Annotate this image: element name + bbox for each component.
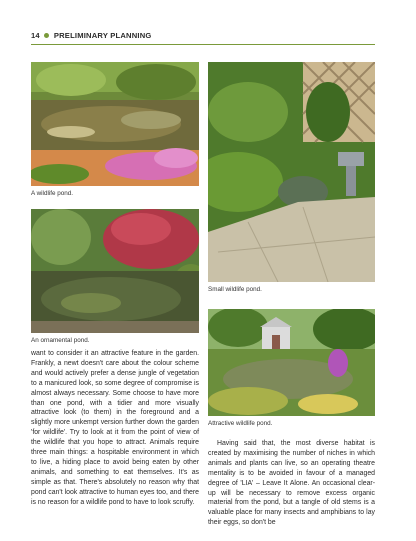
caption-wildlife-pond: A wildlife pond. (31, 190, 74, 197)
photo-ornamental-pond (31, 209, 199, 333)
header-rule (31, 44, 375, 45)
caption-small-wildlife-pond: Small wildlife pond. (208, 286, 262, 293)
page-number: 14 (31, 31, 40, 40)
section-title: PRELIMINARY PLANNING (53, 31, 152, 40)
body-text-left: want to consider it an attractive feature in the garden. Frankly, a newt doesn't care about the colour scheme and would actively prefer a dense jungle of vegetation to a manicured look, so some degree of compromise is almost always necessary. Some choose to have more than one pond, with a tidier and more visually attractive look (to them) in the foreground and a slightly more unkempt version further down the garden 'for wildlife'. Try to look at it from the point of view of the wildlife that you hope to attract. Animals require three main things: a hospitable environment in which to live, a hiding place to avoid being eaten by other animals, and something to eat themselves. It's as simple as that. There's absolutely no reason why that pond can't look attractive to human eyes too, and there is no reason for a wildlife pond to have to look scruffy. (31, 350, 199, 506)
caption-attractive-wildlife-pond: Attractive wildlife pond. (208, 420, 273, 427)
bullet-dot-icon (44, 33, 49, 38)
photo-small-wildlife-pond (208, 62, 375, 282)
running-header (31, 31, 152, 40)
photo-wildlife-pond (31, 62, 199, 186)
body-text-right: Having said that, the most diverse habitat is created by maximising the number of niches in which animals and plants can live, so an operating theatre mentality is to be avoided in favour of a managed degree of 'LIA' – Leave It Alone. An occasional clear-up will be necessary to remove excess organic material from the pond, but a tangle of old stems is a valuable place for many insects and amphibians to lay their eggs, so don't be (208, 440, 375, 527)
photo-attractive-wildlife-pond (208, 309, 375, 416)
caption-ornamental-pond: An ornamental pond. (31, 337, 90, 344)
